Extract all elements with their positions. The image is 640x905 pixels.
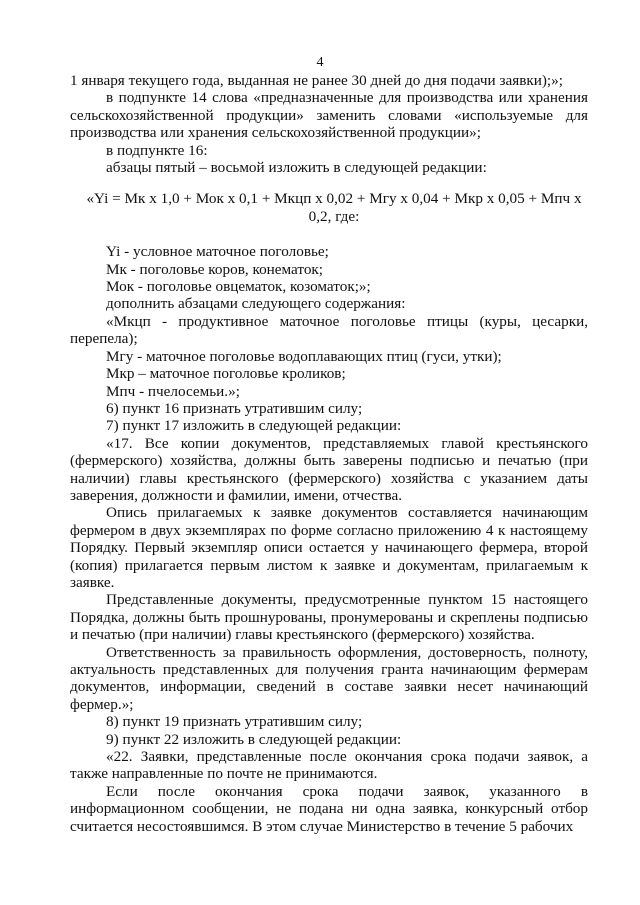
paragraph: Ответственность за правильность оформления, достоверность, полноту, актуальность представленных для получения гранта начинающим фермерам документов, информации, сведений в составе заявки несет начинающий фермер.»;	[70, 643, 588, 713]
paragraph: дополнить абзацами следующего содержания:	[106, 295, 406, 313]
paragraph: 6) пункт 16 признать утратившим силу;	[106, 399, 363, 417]
paragraph: Мкр – маточное поголовье кроликов;	[106, 365, 346, 383]
paragraph: в подпункте 16:	[106, 141, 208, 159]
paragraph: в подпункте 14 слова «предназначенные для производства или хранения сельскохозяйственной продукции» заменить словами «используемые для производства или хранения сельскохозяйственной продукции»;	[70, 89, 588, 142]
formula: «Yi = Мк x 1,0 + Мок x 0,1 + Мкцп x 0,02 + Мгу x 0,04 + Мкр x 0,05 + Мпч x 0,2, где:	[86, 190, 582, 225]
document-body	[70, 72, 588, 835]
paragraph: «Мкцп - продуктивное маточное поголовье птицы (куры, цесарки, перепела);	[70, 312, 588, 348]
page-number: 4	[316, 55, 324, 70]
paragraph: 7) пункт 17 изложить в следующей редакции:	[106, 417, 402, 435]
paragraph: Если после окончания срока подачи заявок, указанного в информационном сообщении, не подана ни одна заявка, конкурсный отбор считается несостоявшимся. В этом случае Министерство в течение 5 рабочих	[70, 782, 588, 835]
paragraph: Yi - условное маточное поголовье;	[106, 243, 329, 261]
paragraph: 9) пункт 22 изложить в следующей редакции:	[106, 730, 402, 748]
paragraph: абзацы пятый – восьмой изложить в следующей редакции:	[106, 159, 487, 177]
paragraph: 8) пункт 19 признать утратившим силу;	[106, 713, 363, 731]
paragraph: Представленные документы, предусмотренные пунктом 15 настоящего Порядка, должны быть прошнурованы, пронумерованы и скреплены подписью и печатью (при наличии) главы крестьянского (фермерского) хозяйства.	[70, 591, 588, 644]
paragraph: Мпч - пчелосемьи.»;	[106, 382, 240, 400]
paragraph: Опись прилагаемых к заявке документов составляется начинающим фермером в двух экземплярах по форме согласно приложению 4 к настоящему Порядку. Первый экземпляр описи остается у начинающего фермера, второй (копия) прилагается первым листом к заявке и документам, прилагаемым к заявке.	[70, 504, 588, 591]
paragraph: Мгу - маточное поголовье водоплавающих птиц (гуси, утки);	[106, 347, 502, 365]
paragraph: «17. Все копии документов, представляемых главой крестьянского (фермерского) хозяйства, должны быть заверены подписью и печатью (при наличии) главы крестьянского (фермерского) хозяйства с указанием даты заверения, должности и фамилии, имени, отчества.	[70, 434, 588, 504]
paragraph: Мок - поголовье овцематок, козоматок;»;	[106, 278, 371, 296]
paragraph: 1 января текущего года, выданная не ранее 30 дней до дня подачи заявки);»;	[70, 72, 563, 89]
paragraph: Мк - поголовье коров, конематок;	[106, 260, 324, 278]
paragraph: «22. Заявки, представленные после окончания срока подачи заявок, а также направленные по почте не принимаются.	[70, 748, 588, 783]
